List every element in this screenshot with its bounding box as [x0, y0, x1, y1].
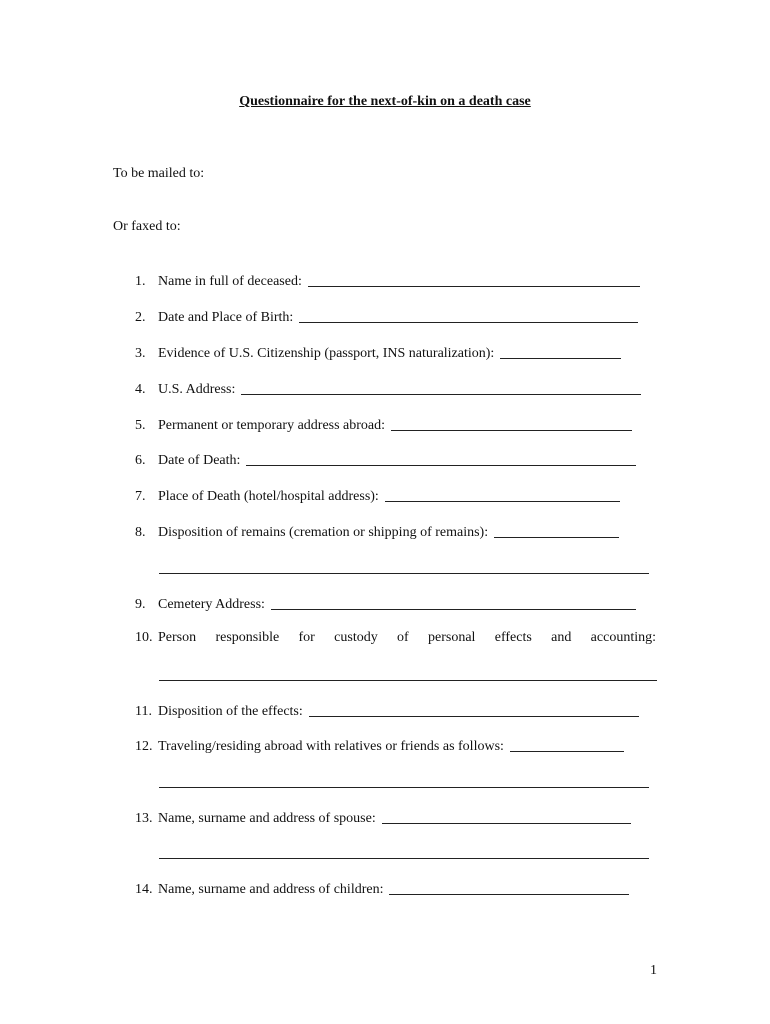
- question-label-word: and: [551, 630, 572, 645]
- question-label-word: responsible: [215, 630, 280, 645]
- question-label-word: effects: [494, 630, 532, 645]
- page-title: Questionnaire for the next-of-kin on a death case: [239, 94, 531, 109]
- question-number: 10.: [135, 630, 153, 645]
- answer-blank-3[interactable]: [500, 346, 621, 359]
- question-item-3: [135, 344, 621, 362]
- question-label: Name in full of deceased:: [158, 274, 302, 289]
- answer-blank-8[interactable]: [494, 525, 619, 538]
- question-item-5: [135, 416, 632, 434]
- answer-blank-5[interactable]: [391, 418, 632, 431]
- question-item-2: [135, 308, 638, 326]
- question-item-7: [135, 487, 620, 505]
- answer-continuation-line-10[interactable]: [159, 680, 657, 681]
- answer-continuation-line-13[interactable]: [159, 858, 649, 859]
- question-item-4: [135, 380, 641, 398]
- question-number: 8.: [135, 525, 146, 540]
- question-label-word: of: [397, 630, 409, 645]
- question-label-word: for: [298, 630, 315, 645]
- question-label: Place of Death (hotel/hospital address):: [158, 489, 379, 504]
- question-item-14: [135, 880, 629, 898]
- question-number: 1.: [135, 274, 146, 289]
- question-item-12: [135, 737, 624, 755]
- question-item-6: [135, 451, 636, 469]
- answer-blank-13[interactable]: [382, 811, 631, 824]
- question-label: Name, surname and address of spouse:: [158, 811, 376, 826]
- faxed-to-label: Or faxed to:: [113, 219, 181, 234]
- question-label: Disposition of the effects:: [158, 704, 303, 719]
- question-number: 4.: [135, 382, 146, 397]
- question-number: 14.: [135, 882, 153, 897]
- question-label: [158, 630, 656, 646]
- answer-blank-6[interactable]: [246, 453, 636, 466]
- question-item-10: [135, 630, 656, 646]
- question-item-1: [135, 272, 640, 290]
- question-item-9: [135, 595, 636, 613]
- question-label: Cemetery Address:: [158, 597, 265, 612]
- mailed-to-label: To be mailed to:: [113, 166, 205, 181]
- answer-blank-4[interactable]: [241, 382, 641, 395]
- question-number: 13.: [135, 811, 153, 826]
- question-number: 7.: [135, 489, 146, 504]
- question-number: 9.: [135, 597, 146, 612]
- question-label: Date and Place of Birth:: [158, 310, 294, 325]
- answer-continuation-line-8[interactable]: [159, 573, 649, 574]
- question-number: 11.: [135, 704, 152, 719]
- answer-blank-2[interactable]: [299, 310, 638, 323]
- question-label: Permanent or temporary address abroad:: [158, 418, 386, 433]
- question-item-8: [135, 523, 619, 541]
- answer-blank-1[interactable]: [308, 274, 640, 287]
- question-number: 3.: [135, 346, 146, 361]
- question-number: 5.: [135, 418, 146, 433]
- question-label: Name, surname and address of children:: [158, 882, 384, 897]
- question-label: U.S. Address:: [158, 382, 236, 397]
- answer-continuation-line-12[interactable]: [159, 787, 649, 788]
- answer-blank-9[interactable]: [271, 597, 636, 610]
- question-number: 2.: [135, 310, 146, 325]
- question-label: Disposition of remains (cremation or shipping of remains):: [158, 525, 489, 540]
- question-item-11: [135, 702, 639, 720]
- question-number: 12.: [135, 739, 153, 754]
- page-number: 1: [650, 963, 657, 978]
- question-label-word: accounting:: [590, 630, 656, 645]
- question-label-word: custody: [334, 630, 378, 645]
- answer-blank-7[interactable]: [385, 489, 620, 502]
- question-label-word: personal: [428, 630, 476, 645]
- answer-blank-12[interactable]: [510, 739, 624, 752]
- question-label: Traveling/residing abroad with relatives or friends as follows:: [158, 739, 504, 754]
- question-label-word: Person: [158, 630, 197, 645]
- answer-blank-14[interactable]: [389, 882, 629, 895]
- question-label: Evidence of U.S. Citizenship (passport, INS naturalization):: [158, 346, 495, 361]
- question-number: 6.: [135, 453, 146, 468]
- answer-blank-11[interactable]: [309, 704, 639, 717]
- question-label: Date of Death:: [158, 453, 241, 468]
- question-item-13: [135, 809, 631, 827]
